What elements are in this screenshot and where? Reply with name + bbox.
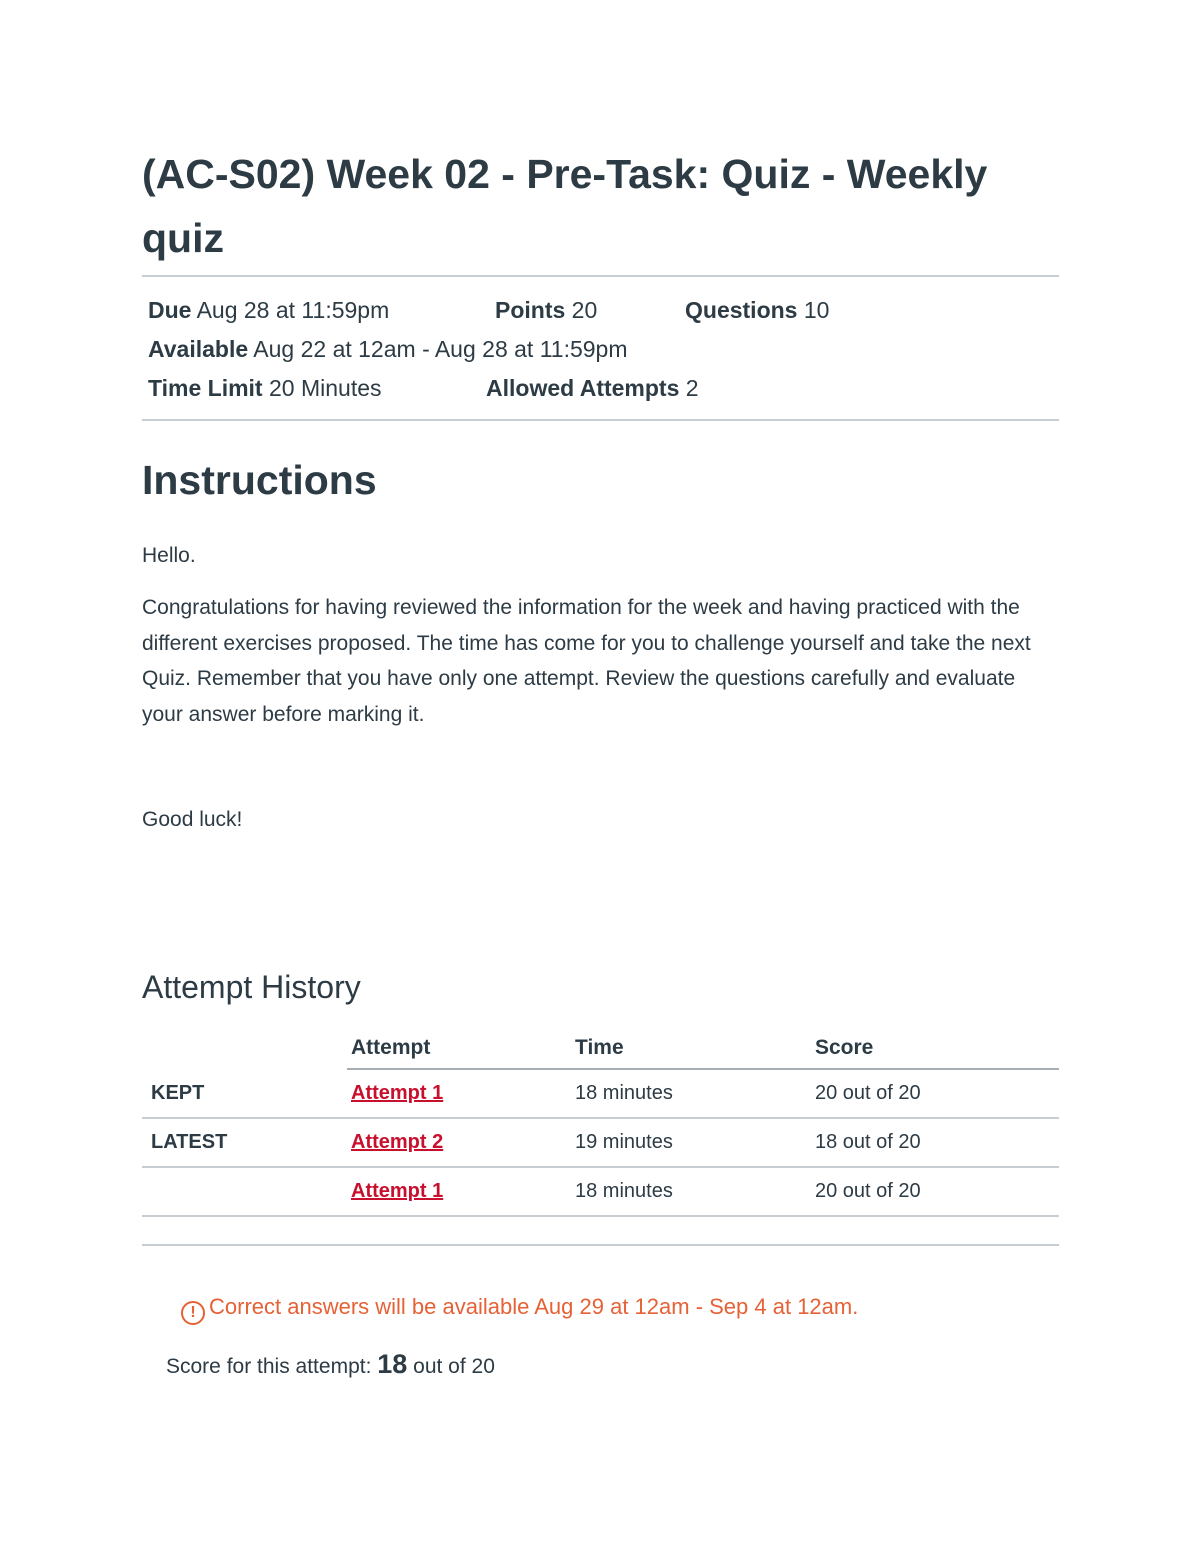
attempt-history-table xyxy=(142,1028,1059,1217)
column-header-status xyxy=(142,1028,347,1069)
attempt-history-heading: Attempt History xyxy=(142,969,361,1005)
attempt-status xyxy=(142,1167,347,1216)
allowed-attempts xyxy=(486,373,699,403)
attempt-cell xyxy=(347,1069,575,1118)
allowed-attempts-label: Allowed Attempts xyxy=(486,375,680,401)
due-value: Aug 28 at 11:59pm xyxy=(196,297,390,323)
correct-answers-notice xyxy=(181,1291,858,1325)
time-limit-label: Time Limit xyxy=(148,375,263,401)
score-prefix: Score for this attempt: xyxy=(166,1355,372,1378)
attempt-time: 18 minutes xyxy=(575,1167,815,1216)
score-suffix: out of 20 xyxy=(413,1355,495,1378)
questions-value: 10 xyxy=(803,297,830,323)
warning-icon: ! xyxy=(181,1301,205,1325)
attempt-score: 18 out of 20 xyxy=(815,1118,1059,1167)
table-row xyxy=(142,1118,1059,1167)
attempt-cell xyxy=(347,1118,575,1167)
score-value: 18 xyxy=(377,1349,408,1379)
time-limit-value: 20 Minutes xyxy=(269,375,382,401)
points-label: Points xyxy=(495,297,566,323)
table-row xyxy=(142,1167,1059,1216)
points xyxy=(495,295,597,325)
questions-label: Questions xyxy=(685,297,798,323)
instructions-body: Congratulations for having reviewed the information for the week and having practiced with the different exercises proposed. The time has come for you to challenge yourself and take the next Quiz. Remember that you have only one attempt. Review the questions carefully and evaluate your answer before marking it. xyxy=(142,596,1031,726)
instructions-greeting: Hello. xyxy=(142,544,196,567)
divider-results xyxy=(142,1244,1059,1246)
time-limit xyxy=(148,373,382,403)
available-value: Aug 22 at 12am - Aug 28 at 11:59pm xyxy=(253,336,628,362)
attempt-status: KEPT xyxy=(142,1069,347,1118)
attempt-link[interactable]: Attempt 2 xyxy=(351,1131,444,1153)
questions xyxy=(685,295,829,325)
notice-text: Correct answers will be available Aug 29 at 12am - Sep 4 at 12am. xyxy=(209,1294,859,1319)
column-header-score: Score xyxy=(815,1028,1059,1069)
divider-details xyxy=(142,419,1059,421)
attempt-cell xyxy=(347,1167,575,1216)
attempt-link[interactable]: Attempt 1 xyxy=(351,1180,444,1202)
divider-top xyxy=(142,275,1059,277)
availability xyxy=(148,334,628,364)
column-header-attempt: Attempt xyxy=(347,1028,575,1069)
attempt-time: 19 minutes xyxy=(575,1118,815,1167)
attempt-link[interactable]: Attempt 1 xyxy=(351,1082,444,1104)
attempt-time: 18 minutes xyxy=(575,1069,815,1118)
allowed-attempts-value: 2 xyxy=(685,375,699,401)
instructions-heading: Instructions xyxy=(142,457,377,503)
table-header-row xyxy=(142,1028,1059,1069)
points-value: 20 xyxy=(571,297,598,323)
available-label: Available xyxy=(148,336,249,362)
table-row xyxy=(142,1069,1059,1118)
attempt-score-summary xyxy=(166,1346,495,1385)
instructions-closing: Good luck! xyxy=(142,808,243,831)
due-date xyxy=(148,295,389,325)
page-title: (AC-S02) Week 02 - Pre-Task: Quiz - Weekly quiz xyxy=(142,151,988,261)
column-header-time: Time xyxy=(575,1028,815,1069)
attempt-score: 20 out of 20 xyxy=(815,1069,1059,1118)
attempt-score: 20 out of 20 xyxy=(815,1167,1059,1216)
due-label: Due xyxy=(148,297,192,323)
attempt-status: LATEST xyxy=(142,1118,347,1167)
